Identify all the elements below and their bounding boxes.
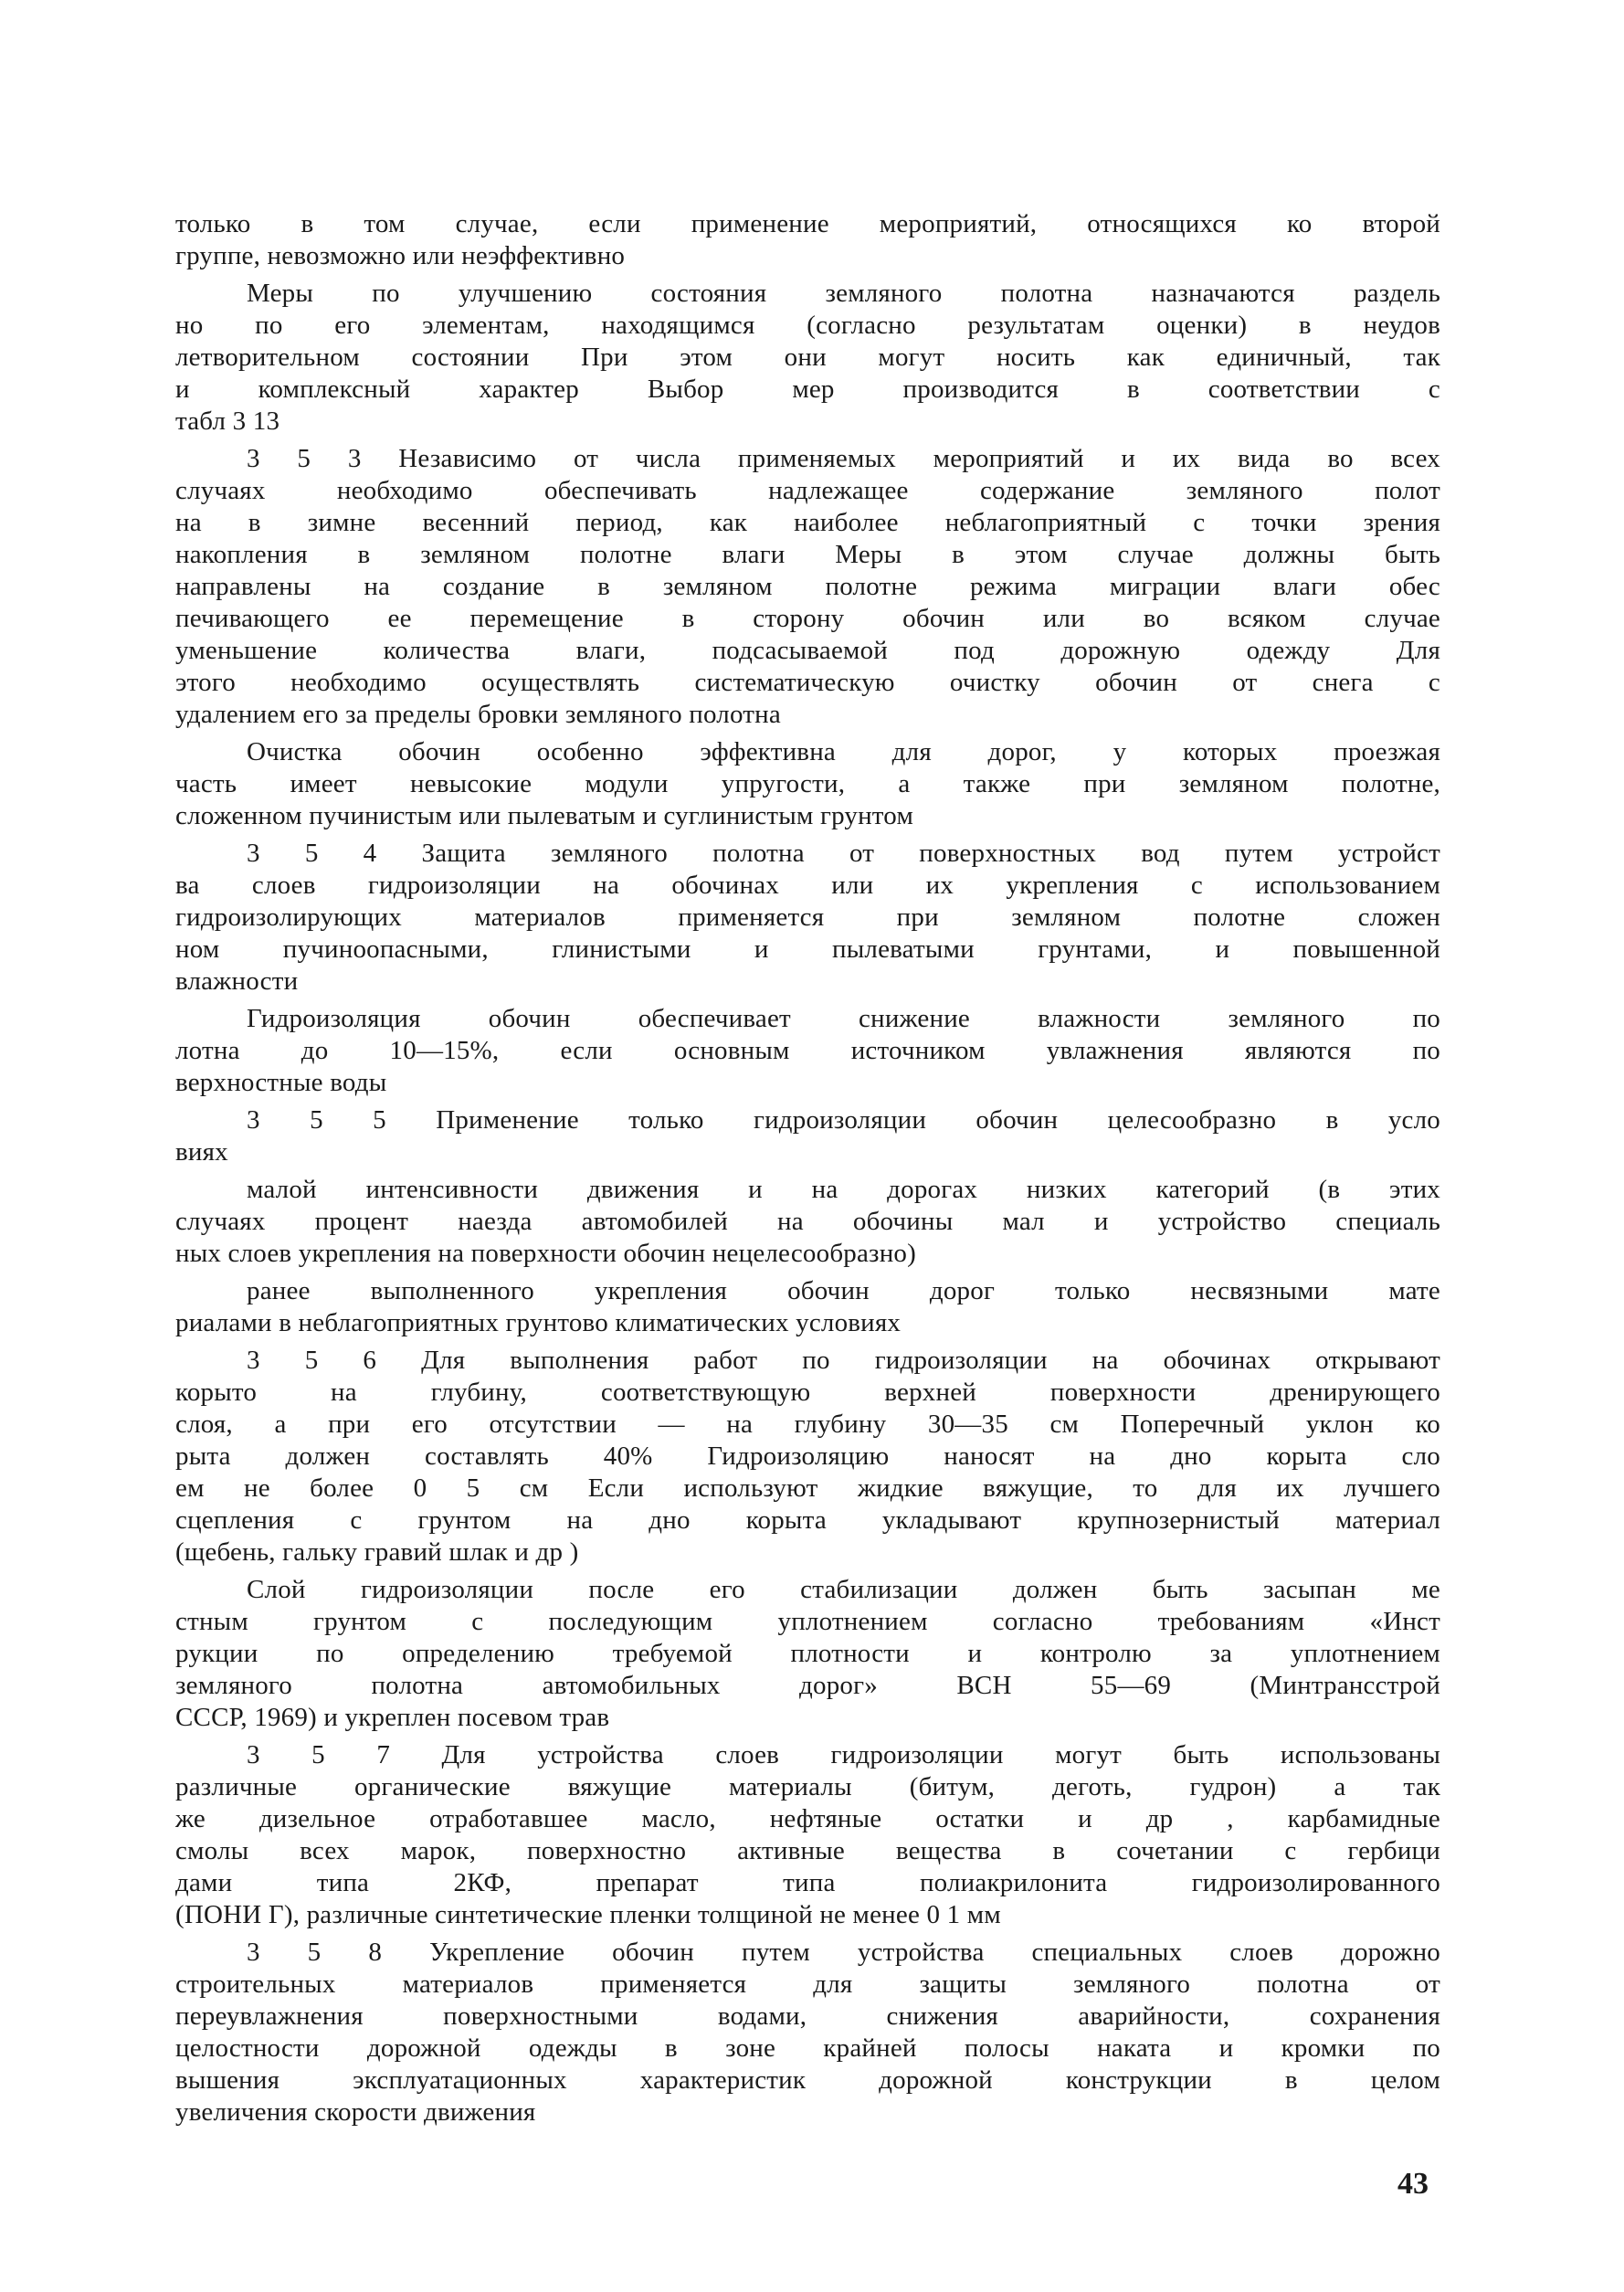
paragraph xyxy=(175,1275,1440,1339)
text-line: СССР, 1969) и укреплен посевом трав xyxy=(175,1703,610,1732)
paragraph xyxy=(175,278,1440,438)
text-line: влажности xyxy=(175,966,299,996)
text-line: увеличения скорости движения xyxy=(175,2097,536,2127)
text-line: малой интенсивности движения и на дорогах низких категорий (в этих xyxy=(247,1175,1440,1204)
text-line: уменьшение количества влаги, подсасываемой под дорожную одежду Для xyxy=(175,636,1440,665)
text-line: рукции по определению требуемой плотности и контролю за уплотнением xyxy=(175,1639,1440,1668)
text-line: строительных материалов применяется для защиты земляного полотна от xyxy=(175,1970,1440,1999)
text-line: различные органические вяжущие материалы (битум, деготь, гудрон) а так xyxy=(175,1772,1440,1801)
text-line: земляного полотна автомобильных дорог» ВСН 55—69 (Минтрансстрой xyxy=(175,1671,1440,1700)
page-number: 43 xyxy=(1397,2167,1429,2201)
text-line: сцепления с грунтом на дно корыта укладывают крупнозернистый материал xyxy=(175,1505,1440,1535)
text-line: направлены на создание в земляном полотне режима миграции влаги обес xyxy=(175,572,1440,601)
text-line: гидроизолирующих материалов применяется при земляном полотне сложен xyxy=(175,903,1440,932)
text-line: 3 5 4 Защита земляного полотна от поверхностных вод путем устройст xyxy=(247,839,1440,868)
paragraph xyxy=(175,1174,1440,1270)
text-line: виях xyxy=(175,1137,228,1167)
text-line: этого необходимо осуществлять систематическую очистку обочин от снега с xyxy=(175,668,1440,697)
text-line: ранее выполненного укрепления обочин дорог только несвязными мате xyxy=(247,1276,1440,1305)
text-line: Гидроизоляция обочин обеспечивает снижение влажности земляного по xyxy=(247,1004,1440,1033)
text-line: накопления в земляном полотне влаги Меры в этом случае должны быть xyxy=(175,540,1440,569)
text-line: 3 5 7 Для устройства слоев гидроизоляции могут быть использованы xyxy=(247,1740,1440,1769)
text-line: 3 5 5 Применение только гидроизоляции обочин целесообразно в усло xyxy=(247,1105,1440,1135)
text-line: риалами в неблагоприятных грунтово климатических условиях xyxy=(175,1308,902,1337)
text-line: целостности дорожной одежды в зоне крайней полосы наката и кромки по xyxy=(175,2033,1440,2063)
paragraph xyxy=(175,1739,1440,1931)
text-line: смолы всех марок, поверхностно активные вещества в сочетании с гербици xyxy=(175,1836,1440,1865)
text-line: Меры по улучшению состояния земляного полотна назначаются раздель xyxy=(247,279,1440,308)
text-line: ва слоев гидроизоляции на обочинах или их укрепления с использованием xyxy=(175,871,1440,900)
text-line: на в зимне весенний период, как наиболее неблагоприятный с точки зрения xyxy=(175,508,1440,537)
text-line: рыта должен составлять 40% Гидроизоляцию наносят на дно корыта сло xyxy=(175,1442,1440,1471)
paragraph xyxy=(175,443,1440,731)
paragraph xyxy=(175,1345,1440,1568)
text-line: стным грунтом с последующим уплотнением согласно требованиям «Инст xyxy=(175,1607,1440,1636)
paragraph xyxy=(175,1937,1440,2128)
text-line: и комплексный характер Выбор мер производится в соответствии с xyxy=(175,375,1440,404)
body-text xyxy=(175,208,1440,2128)
text-line: 3 5 8 Укрепление обочин путем устройства специальных слоев дорожно xyxy=(247,1938,1440,1967)
text-line: часть имеет невысокие модули упругости, а также при земляном полотне, xyxy=(175,769,1440,798)
text-line: (ПОНИ Г), различные синтетические пленки толщиной не менее 0 1 мм xyxy=(175,1900,1001,1929)
text-line: удалением его за пределы бровки земляного полотна xyxy=(175,700,781,729)
paragraph xyxy=(175,838,1440,998)
text-line: корыто на глубину, соответствующую верхней поверхности дренирующего xyxy=(175,1378,1440,1407)
paragraph xyxy=(175,736,1440,832)
text-line: печивающего ее перемещение в сторону обочин или во всяком случае xyxy=(175,604,1440,633)
text-line: переувлажнения поверхностными водами, снижения аварийности, сохранения xyxy=(175,2002,1440,2031)
text-line: дами типа 2КФ, препарат типа полиакрилонита гидроизолированного xyxy=(175,1868,1440,1897)
text-line: но по его элементам, находящимся (согласно результатам оценки) в неудов xyxy=(175,311,1440,340)
text-line: Слой гидроизоляции после его стабилизации должен быть засыпан ме xyxy=(247,1575,1440,1604)
paragraph xyxy=(175,208,1440,272)
text-line: ем не более 0 5 см Если используют жидкие вяжущие, то для их лучшего xyxy=(175,1473,1440,1503)
text-line: только в том случае, если применение мероприятий, относящихся ко второй xyxy=(175,209,1440,238)
text-line: случаях процент наезда автомобилей на обочины мал и устройство специаль xyxy=(175,1207,1440,1236)
paragraph xyxy=(175,1003,1440,1099)
text-line: ных слоев укрепления на поверхности обочин нецелесообразно) xyxy=(175,1239,916,1268)
paragraph xyxy=(175,1574,1440,1734)
text-line: Очистка обочин особенно эффективна для дорог, у которых проезжая xyxy=(247,737,1440,766)
text-line: верхностные воды xyxy=(175,1068,387,1097)
text-line: вышения эксплуатационных характеристик дорожной конструкции в целом xyxy=(175,2065,1440,2095)
text-line: летворительном состоянии При этом они могут носить как единичный, так xyxy=(175,343,1440,372)
text-line: сложенном пучинистым или пылеватым и суглинистым грунтом xyxy=(175,801,913,830)
text-line: (щебень, гальку гравий шлак и др ) xyxy=(175,1537,579,1567)
text-line: 3 5 6 Для выполнения работ по гидроизоляции на обочинах открывают xyxy=(247,1346,1440,1375)
text-line: ном пучиноопасными, глинистыми и пылеватыми грунтами, и повышенной xyxy=(175,935,1440,964)
text-line: табл 3 13 xyxy=(175,407,280,436)
text-line: же дизельное отработавшее масло, нефтяные остатки и др , карбамидные xyxy=(175,1804,1440,1833)
text-line: лотна до 10—15%, если основным источником увлажнения являются по xyxy=(175,1036,1440,1065)
text-line: группе, невозможно или неэффективно xyxy=(175,241,626,270)
text-line: слоя, а при его отсутствии — на глубину 30—35 см Поперечный уклон ко xyxy=(175,1410,1440,1439)
text-line: случаях необходимо обеспечивать надлежащее содержание земляного полот xyxy=(175,476,1440,505)
text-line: 3 5 3 Независимо от числа применяемых мероприятий и их вида во всех xyxy=(247,444,1440,473)
paragraph xyxy=(175,1104,1440,1168)
